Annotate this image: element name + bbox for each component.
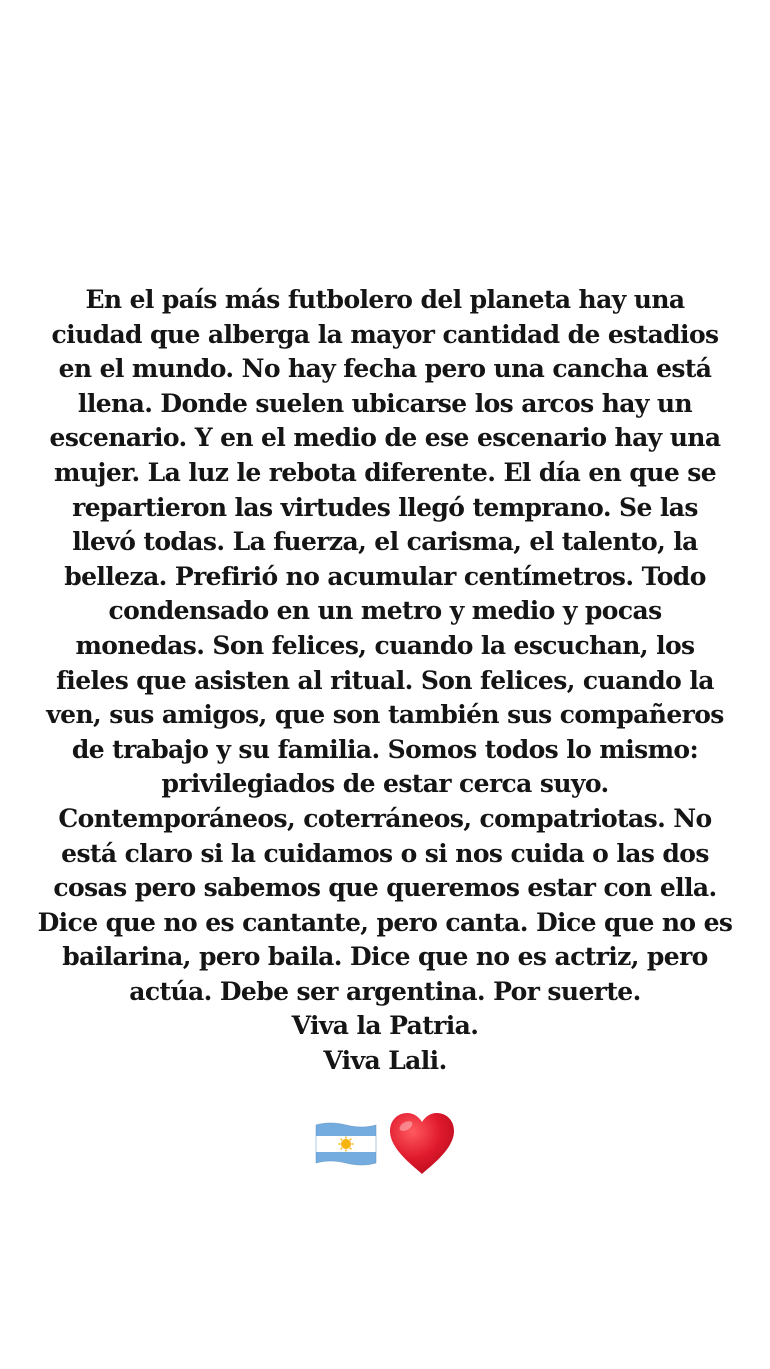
story-line-1: En el país más futbolero del planeta hay una: [85, 285, 685, 314]
story-line-13: ven, sus amigos, que son también sus compañeros: [46, 700, 724, 730]
emoji-row: [0, 1108, 770, 1180]
story-line-7: repartieron las virtudes llegó temprano. Se las: [72, 492, 698, 522]
story-line-16: Contemporáneos, coterráneos, compatriotas. No: [58, 803, 712, 833]
story-line-11: monedas. Son felices, cuando la escuchan, los: [75, 630, 695, 660]
story-line-8: llevó todas. La fuerza, el carisma, el talento, la: [72, 527, 698, 557]
story-line-6: mujer. La luz le rebota diferente. El día en que se: [53, 457, 717, 487]
story-line-17: está claro si la cuidamos o si nos cuida o las dos: [61, 838, 709, 868]
story-line-20: bailarina, pero baila. Dice que no es actriz, pero: [62, 942, 708, 972]
story-line-10: condensado en un metro y medio y pocas: [108, 596, 662, 626]
red-heart-icon: [386, 1110, 458, 1178]
story-line-5: escenario. Y en el medio de ese escenario hay una: [49, 423, 721, 453]
story-line-18: cosas pero sabemos que queremos estar con ella.: [53, 873, 717, 903]
story-line-3: en el mundo. No hay fecha pero una cancha está: [58, 354, 712, 384]
story-line-2: ciudad que alberga la mayor cantidad de estadios: [51, 319, 719, 349]
argentina-flag-icon: [312, 1119, 380, 1169]
story-line-14: de trabajo y su familia. Somos todos lo mismo:: [71, 734, 699, 764]
story-line-22: Viva la Patria.: [291, 1011, 479, 1041]
story-line-15: privilegiados de estar cerca suyo.: [161, 769, 609, 799]
story-line-4: llena. Donde suelen ubicarse los arcos hay un: [77, 388, 693, 418]
story-text: [0, 283, 770, 1079]
story-line-23: Viva Lali.: [323, 1046, 447, 1076]
story-line-9: belleza. Prefirió no acumular centímetros. Todo: [64, 561, 706, 591]
story-line-19: Dice que no es cantante, pero canta. Dice que no es: [37, 907, 733, 937]
story-line-12: fieles que asisten al ritual. Son felices, cuando la: [56, 665, 714, 695]
story-line-21: actúa. Debe ser argentina. Por suerte.: [129, 976, 641, 1006]
